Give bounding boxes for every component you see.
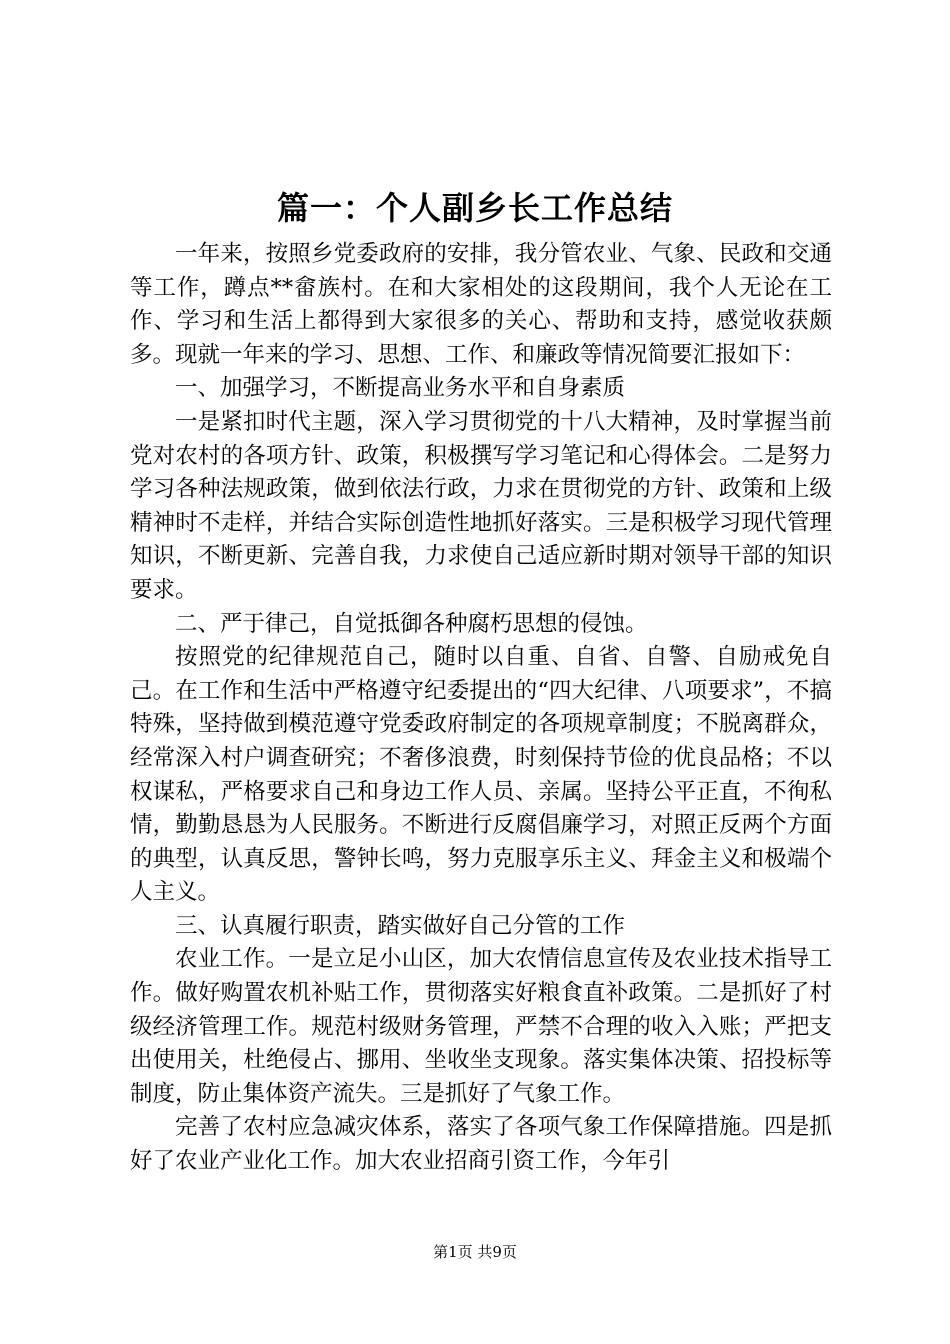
paragraph-agriculture: 农业工作。一是立足小山区，加大农情信息宣传及农业技术指导工作。做好购置农机补贴工作，贯彻落实好粮食直补政策。二是抓好了村级经济管理工作。规范村级财务管理，严禁不合理的收入入账；严把支出使用关，杜绝侵占、挪用、坐收坐支现象。落实集体决策、招投标等制度，防止集体资产流失。三是抓好了气象工作。	[130, 946, 832, 1107]
section-heading-3: 三、认真履行职责，踏实做好自己分管的工作	[175, 912, 626, 939]
paragraph-discipline: 按照党的纪律规范自己，随时以自重、自省、自警、自励戒免自己。在工作和生活中严格遵守纪委提出的“四大纪律、八项要求”，不搞特殊，坚持做到模范遵守党委政府制定的各项规章制度；不脱离群众，经常深入村户调查研究；不奢侈浪费，时刻保持节俭的优良品格；不以权谋私，严格要求自己和身边工作人员、亲属。坚持公平正直，不徇私情，勤勤恳恳为人民服务。不断进行反腐倡廉学习，对照正反两个方面的典型，认真反思，警钟长鸣，努力克服享乐主义、拜金主义和极端个人主义。	[130, 644, 832, 906]
paragraph-intro: 一年来，按照乡党委政府的安排，我分管农业、气象、民政和交通等工作，蹲点**畲族村。在和大家相处的这段期间，我个人无论在工作、学习和生活上都得到大家很多的关心、帮助和支持，感觉收获颇多。现就一年来的学习、思想、工作、和廉政等情况简要汇报如下：	[130, 241, 832, 368]
document-body	[130, 238, 832, 1179]
section-heading-1: 一、加强学习，不断提高业务水平和自身素质	[175, 375, 626, 402]
document-title: 篇一：个人副乡长工作总结	[276, 189, 673, 227]
paragraph-disaster: 完善了农村应急减灾体系，落实了各项气象工作保障措施。四是抓好了农业产业化工作。加大农业招商引资工作，今年引	[130, 1114, 832, 1175]
paragraph-study: 一是紧扣时代主题，深入学习贯彻党的十八大精神，及时掌握当前党对农村的各项方针、政策，积极撰写学习笔记和心得体会。二是努力学习各种法规政策，做到依法行政，力求在贯彻党的方针、政策和上级精神时不走样，并结合实际创造性地抓好落实。三是积极学习现代管理知识，不断更新、完善自我，力求使自己适应新时期对领导干部的知识要求。	[130, 408, 832, 603]
page-number: 第1页 共9页	[433, 1243, 517, 1261]
section-heading-2: 二、严于律己，自觉抵御各种腐朽思想的侵蚀。	[175, 610, 648, 637]
